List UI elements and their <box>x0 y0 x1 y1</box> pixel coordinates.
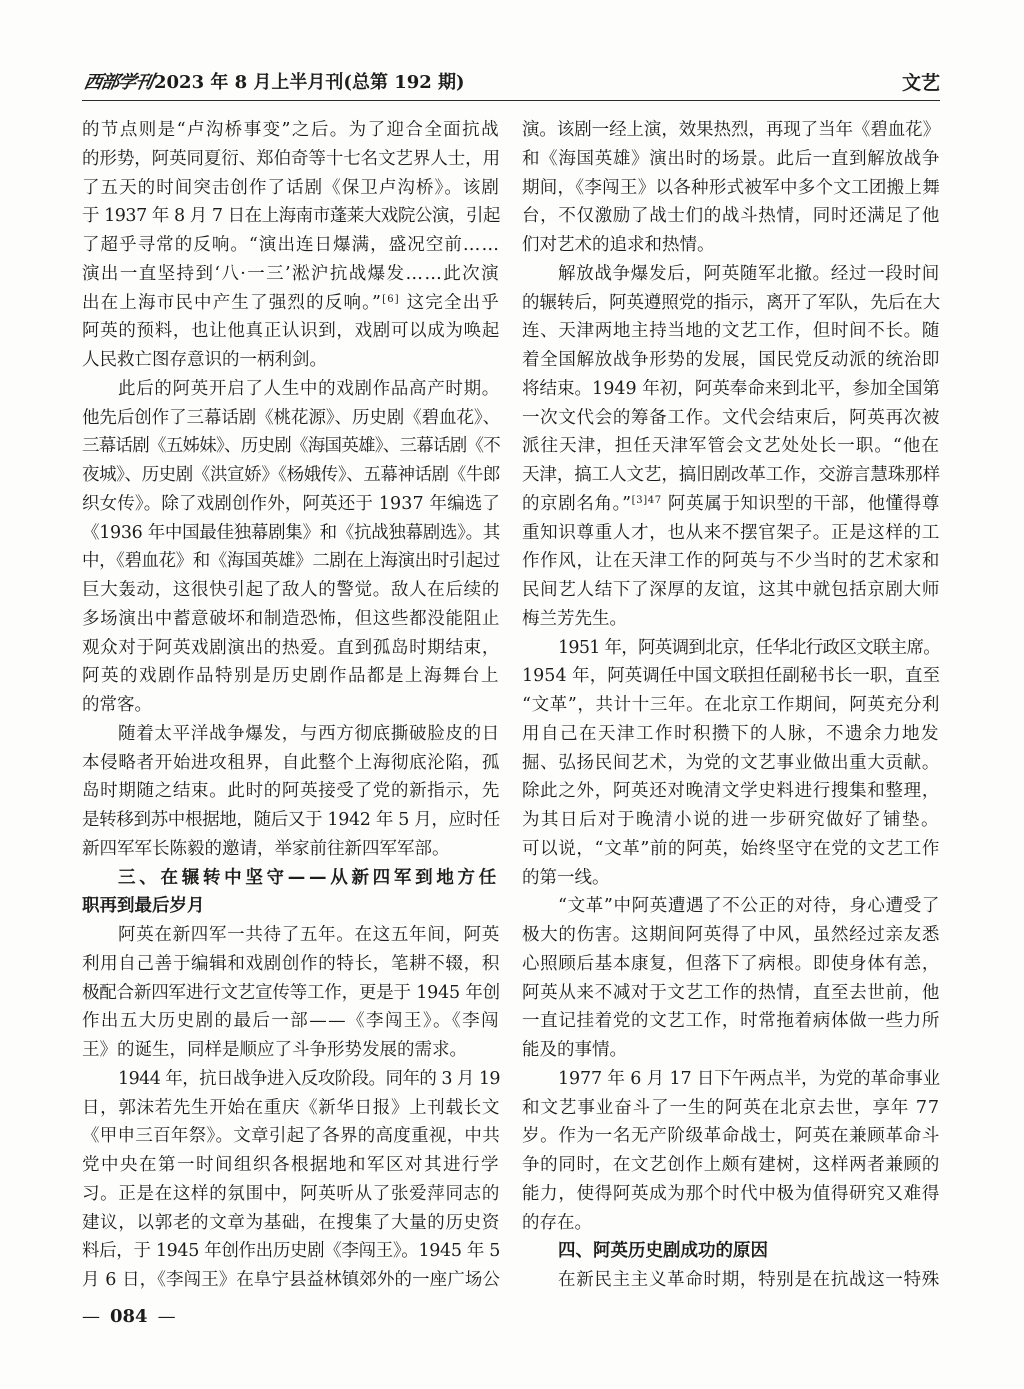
paragraph <box>522 1065 940 1238</box>
text-line: 《1936 年中国最佳独幕剧集》和《抗战独幕剧选》。其 <box>82 522 500 543</box>
text-line: 民间艺人结下了深厚的友谊，这其中就包括京剧大师 <box>522 580 940 600</box>
text-line: 于 1937 年 8 月 7 日在上海南市蓬莱大戏院公演，引起 <box>82 206 500 227</box>
text-line: 建议，以郭老的文章为基础，在搜集了大量的历史资 <box>82 1212 500 1233</box>
text-line: 极大的伤害。这期间阿英得了中风，虽然经过亲友悉 <box>522 925 940 945</box>
text-line: 1977 年 6 月 17 日下午两点半，为党的革命事业 <box>558 1068 940 1089</box>
text-line: 的节点则是“卢沟桥事变”之后。为了迎合全面抗战 <box>82 120 500 140</box>
heading-line: 职再到最后岁月 <box>82 896 205 917</box>
paragraph <box>82 375 500 720</box>
text-line: 夜城》、历史剧《洪宣娇》《杨娥传》、五幕神话剧《牛郎 <box>82 465 500 485</box>
paragraph <box>82 116 500 375</box>
text-line: 在新民主主义革命时期，特别是在抗战这一特殊 <box>558 1270 940 1290</box>
text-line: 本侵略者开始进攻租界，自此整个上海彻底沦陷，孤 <box>82 752 500 773</box>
text-line: 三幕话剧《五姊妹》、历史剧《海国英雄》、三幕话剧《不 <box>82 436 500 457</box>
text-line: 的辗转后，阿英遵照党的指示，离开了军队，先后在大 <box>522 292 940 313</box>
text-line: 作出五大历史剧的最后一部——《李闯王》。《李闯 <box>82 1011 500 1032</box>
text-line: 中，《碧血花》和《海国英雄》二剧在上海演出时引起过 <box>82 551 500 572</box>
text-line <box>522 490 940 519</box>
header-rule <box>82 100 940 101</box>
text-line: 将结束。1949 年初，阿英奉命来到北平，参加全国第 <box>522 378 940 399</box>
text-line: 阿英在新四军一共待了五年。在这五年间，阿英 <box>118 925 500 945</box>
text-line: 1954 年，阿英调任中国文联担任副秘书长一职，直至 <box>522 666 940 687</box>
text-line: 天津，搞工人文艺，搞旧剧改革工作，交游言慧珠那样 <box>522 465 940 485</box>
right-column <box>522 116 940 1295</box>
text-line: 了超乎寻常的反响。“演出连日爆满，盛况空前…… <box>82 235 500 255</box>
text-line: 岛时期随之结束。此时的阿英接受了党的新指示，先 <box>82 781 500 802</box>
text-line: 《甲申三百年祭》。文章引起了各界的高度重视，中共 <box>82 1126 500 1147</box>
text-line: 派往天津，担任天津军管会文艺处处长一职。“他在 <box>522 436 940 457</box>
paragraph <box>522 260 940 634</box>
text-line: 了五天的时间突击创作了话剧《保卫卢沟桥》。该剧 <box>82 177 500 198</box>
text-line <box>82 289 500 318</box>
text-line: 重知识尊重人才，也从来不摆官架子。正是这样的工 <box>522 522 940 543</box>
paragraph <box>82 720 500 864</box>
text-line: 为其日后对于晚清小说的进一步研究做好了铺垫。 <box>522 810 940 830</box>
citation-marker: [6] <box>382 293 400 305</box>
text-line: 1951 年，阿英调到北京，任华北行政区文联主席。 <box>558 637 940 658</box>
text-line: 阿英从来不减对于文艺工作的热情，直至去世前，他 <box>522 982 940 1003</box>
text-line: 演出一直坚持到‘八·一三’淞沪抗战爆发……此次演 <box>82 263 500 284</box>
text-line: 是转移到苏中根据地，随后又于 1942 年 5 月，应时任 <box>82 810 500 830</box>
text-line: 王》的诞生，同样是顺应了斗争形势发展的需求。 <box>82 1040 467 1060</box>
text-line: 织女传》。除了戏剧创作外，阿英还于 1937 年编选了 <box>82 493 500 514</box>
text-line: 阿英的预料，也让他真正认识到，戏剧可以成为唤起 <box>82 321 500 342</box>
citation-marker: [3]47 <box>631 494 662 506</box>
paragraph <box>522 634 940 893</box>
text-line: 的第一线。 <box>522 867 610 888</box>
text-line: 岁。作为一名无产阶级革命战士，阿英在兼顾革命斗 <box>522 1126 940 1147</box>
text-line: 作作风，让在天津工作的阿英与不少当时的艺术家和 <box>522 551 940 572</box>
text-line: 台，不仅激励了战士们的战斗热情，同时还满足了他 <box>522 206 940 227</box>
text-line: 利用自己善于编辑和戏剧创作的特长，笔耕不辍，积 <box>82 953 500 974</box>
text-line: 此后的阿英开启了人生中的戏剧作品高产时期。 <box>118 378 500 399</box>
text-line: 演。该剧一经上演，效果热烈，再现了当年《碧血花》 <box>522 120 940 140</box>
text-segment: 出在上海市民中产生了强烈的反响。” <box>82 292 383 313</box>
page-number: 084 <box>110 1306 148 1327</box>
text-line: 能及的事情。 <box>522 1040 627 1060</box>
text-line: “文革”，共计十三年。在北京工作期间，阿英充分利 <box>522 695 940 715</box>
text-line: 心照顾后基本康复，但落下了病根。即使身体有恙， <box>522 953 940 974</box>
text-line: 多场演出中蓄意破坏和制造恐怖，但这些都没能阻止 <box>82 608 500 629</box>
paragraph <box>82 1065 500 1295</box>
text-line: 月 6 日，《李闯王》在阜宁县益林镇郊外的一座广场公 <box>82 1270 500 1290</box>
text-line: 的形势，阿英同夏衍、郑伯奇等十七名文艺界人士，用 <box>82 148 500 169</box>
text-segment: 这完全出乎 <box>399 292 500 313</box>
text-line: 期间，《李闯王》以各种形式被军中多个文工团搬上舞 <box>522 177 940 198</box>
text-line: 们对艺术的追求和热情。 <box>522 235 715 255</box>
text-line: 用自己在天津工作时积攒下的人脉，不遗余力地发 <box>522 723 940 744</box>
text-line: 的常客。 <box>82 695 152 715</box>
paragraph <box>82 921 500 1065</box>
section-label: 文艺 <box>901 72 940 94</box>
text-line: 掘、弘扬民间艺术，为党的文艺事业做出重大贡献。 <box>522 752 940 773</box>
text-line: 和文艺事业奋斗了一生的阿英在北京去世，享年 77 <box>522 1097 940 1118</box>
text-line: 他先后创作了三幕话剧《桃花源》、历史剧《碧血花》、 <box>82 407 500 428</box>
text-line: 党中央在第一时间组织各根据地和军区对其进行学 <box>82 1155 500 1175</box>
text-line: 除此之外，阿英还对晚清文学史料进行搜集和整理， <box>522 781 940 802</box>
footer-dash-left: — <box>82 1306 100 1327</box>
paragraph <box>522 892 940 1065</box>
journal-logo: 西部学刊 <box>82 72 154 93</box>
text-segment: 的京剧名角。” <box>522 493 632 514</box>
text-line: 新四军军长陈毅的邀请，举家前往新四军军部。 <box>82 838 450 859</box>
text-line: 日，郭沫若先生开始在重庆《新华日报》上刊载长文 <box>82 1097 500 1118</box>
text-line: 巨大轰动，这很快引起了敌人的警觉。敌人在后续的 <box>82 580 500 600</box>
paragraph <box>522 1266 940 1295</box>
text-line: 1944 年，抗日战争进入反攻阶段。同年的 3 月 19 <box>118 1068 500 1089</box>
text-line: “文革”中阿英遭遇了不公正的对待，身心遭受了 <box>558 896 940 917</box>
left-column <box>82 116 500 1295</box>
text-line: 人民救亡图存意识的一柄利剑。 <box>82 350 327 370</box>
section-heading <box>522 1237 940 1266</box>
text-line: 着全国解放战争形势的发展，国民党反动派的统治即 <box>522 350 940 370</box>
text-line: 可以说，“文革”前的阿英，始终坚守在党的文艺工作 <box>522 838 940 859</box>
footer-dash-right: — <box>157 1306 176 1327</box>
text-line: 料后，于 1945 年创作出历史剧《李闯王》。1945 年 5 <box>82 1241 500 1262</box>
text-line: 极配合新四军进行文艺宣传等工作，更是于 1945 年创 <box>82 982 500 1003</box>
text-line: 能力，使得阿英成为那个时代中极为值得研究又难得 <box>522 1183 940 1204</box>
paragraph <box>522 116 940 260</box>
text-line: 争的同时，在文艺创作上颇有建树，这样两者兼顾的 <box>522 1155 940 1175</box>
text-line: 一直记挂着党的文艺工作，时常拖着病体做一些力所 <box>522 1011 940 1032</box>
page-footer <box>82 1303 176 1331</box>
text-line: 和《海国英雄》演出时的场景。此后一直到解放战争 <box>522 148 940 169</box>
text-line: 阿英的戏剧作品特别是历史剧作品都是上海舞台上 <box>82 666 500 687</box>
text-line: 习。正是在这样的氛围中，阿英听从了张爱萍同志的 <box>82 1183 500 1204</box>
text-line: 一次文代会的筹备工作。文代会结束后，阿英再次被 <box>522 407 940 428</box>
text-line: 随着太平洋战争爆发，与西方彻底撕破脸皮的日 <box>118 723 500 744</box>
heading-line: 三、在辗转中坚守——从新四军到地方任 <box>118 867 500 888</box>
heading-line: 四、阿英历史剧成功的原因 <box>558 1241 768 1262</box>
text-line: 的存在。 <box>522 1212 592 1233</box>
section-heading <box>82 864 500 922</box>
text-line: 梅兰芳先生。 <box>522 608 627 629</box>
text-line: 解放战争爆发后，阿英随军北撤。经过一段时间 <box>558 263 940 284</box>
text-line: 观众对于阿英戏剧演出的热爱。直到孤岛时期结束， <box>82 637 500 658</box>
text-line: 连、天津两地主持当地的文艺工作，但时间不长。随 <box>522 321 940 342</box>
issue-info: 2023 年 8 月上半月刊(总第 192 期) <box>154 72 465 93</box>
running-header <box>82 70 940 96</box>
text-segment: 阿英属于知识型的干部，他懂得尊 <box>661 493 940 514</box>
